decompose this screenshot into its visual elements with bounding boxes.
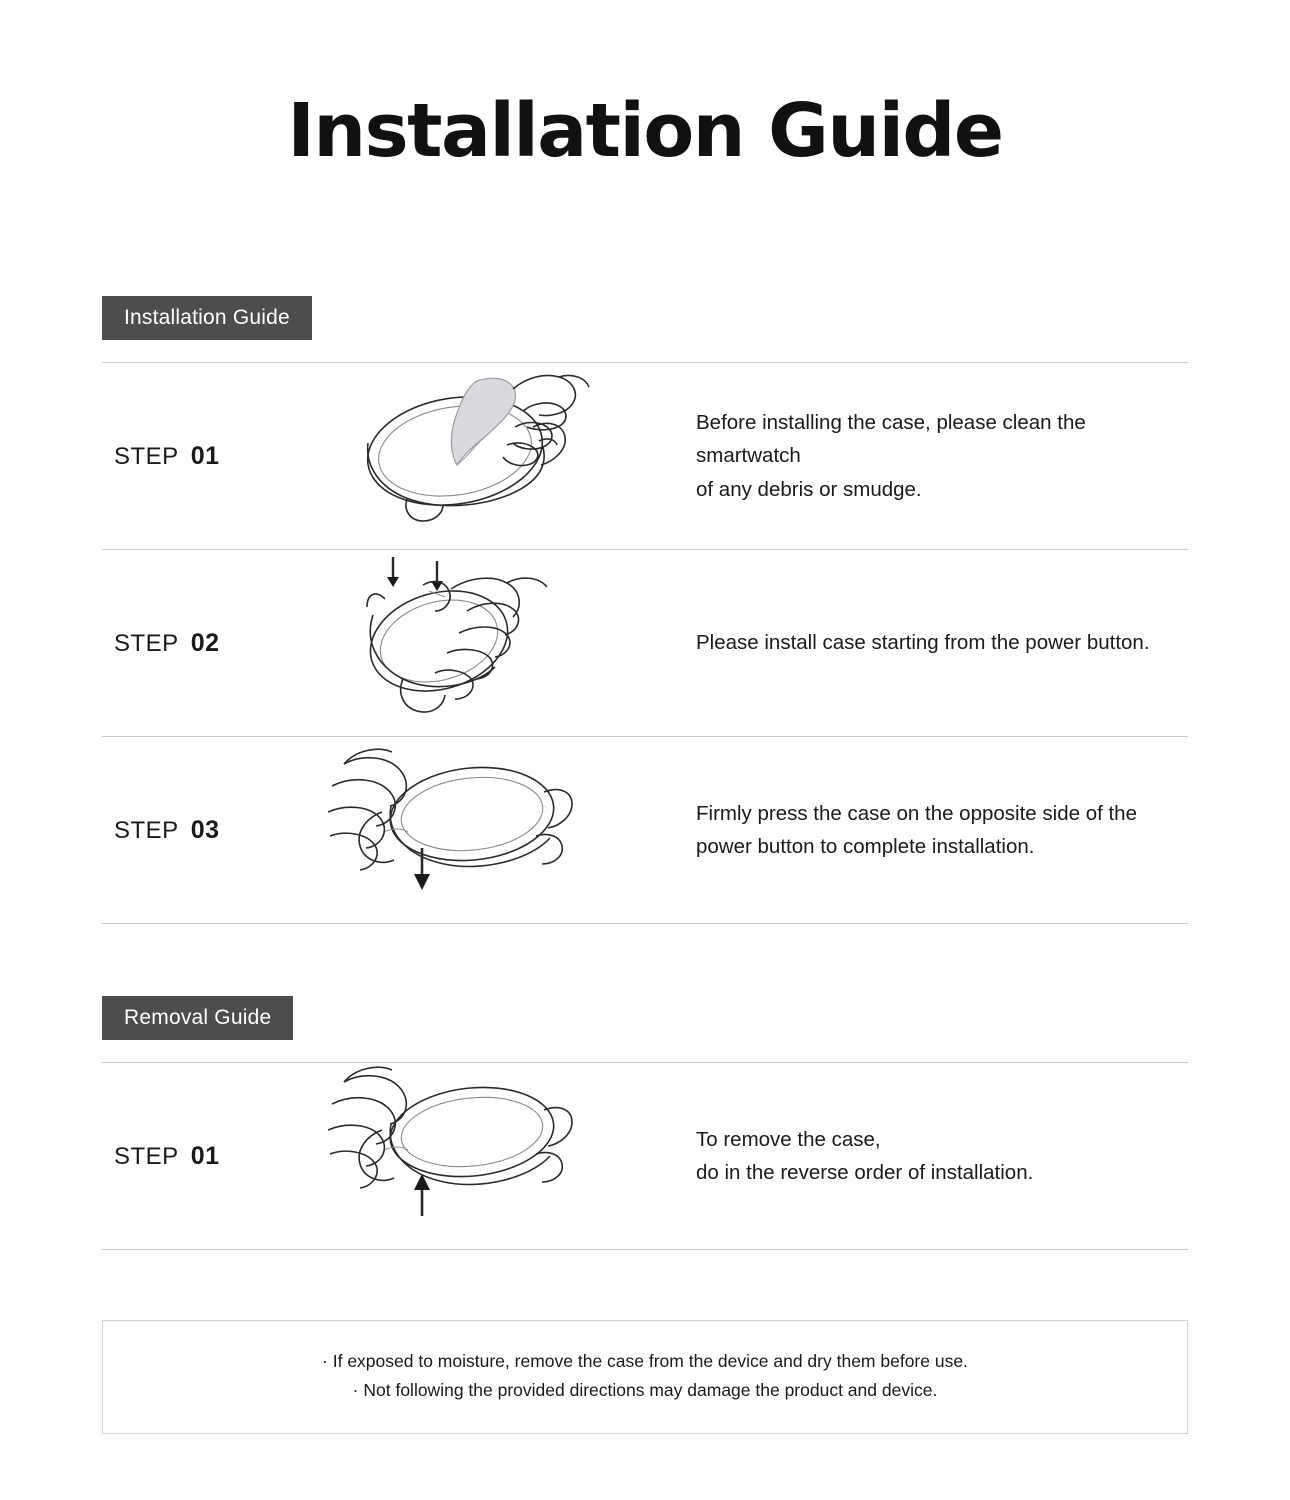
step-word: STEP (114, 629, 179, 657)
table-row (102, 550, 1188, 737)
step-description (652, 1123, 1188, 1189)
table-row (102, 737, 1188, 924)
note-line: · Not following the provided directions may damage the product and device. (352, 1379, 938, 1400)
step-description-line: of any debris or smudge. (696, 477, 922, 501)
step-description (652, 797, 1188, 863)
step-number: 01 (190, 1141, 220, 1170)
removal-steps-table (102, 1062, 1188, 1250)
step-description (652, 626, 1188, 659)
step-description (652, 406, 1188, 506)
step-description-line: To remove the case, (696, 1127, 881, 1151)
watch-clean-with-cloth-illustration (302, 363, 652, 549)
step-word: STEP (114, 1142, 179, 1170)
step-label (102, 629, 302, 658)
step-description-line: Firmly press the case on the opposite side of the (696, 801, 1137, 825)
table-row (102, 363, 1188, 550)
section-label-removal: Removal Guide (102, 996, 293, 1040)
step-number: 03 (190, 815, 220, 844)
down-arrow-icon (387, 557, 443, 591)
step-description-line: Before installing the case, please clean the smartwatch (696, 411, 1086, 468)
section-label-installation: Installation Guide (102, 296, 312, 340)
step-label (102, 442, 302, 471)
section-installation-guide-header (102, 296, 1290, 340)
step-number: 01 (190, 441, 220, 470)
step-word: STEP (114, 442, 179, 470)
note-line: · If exposed to moisture, remove the case from the device and dry them before use. (322, 1351, 968, 1371)
table-row (102, 1063, 1188, 1250)
footer-note-box (102, 1320, 1188, 1434)
step-label (102, 816, 302, 845)
watch-install-case-power-button-illustration (302, 550, 652, 736)
watch-remove-case-illustration (302, 1063, 652, 1249)
step-description-line: Please install case starting from the power button. (696, 631, 1150, 655)
step-description-line: do in the reverse order of installation. (696, 1161, 1034, 1184)
installation-steps-table (102, 362, 1188, 924)
section-removal-guide-header (102, 996, 1290, 1040)
step-word: STEP (114, 816, 179, 844)
step-label (102, 1142, 302, 1171)
step-number: 02 (190, 628, 220, 657)
page-title: Installation Guide (287, 88, 1003, 174)
step-description-line: power button to complete installation. (696, 835, 1035, 858)
up-arrow-icon (414, 1174, 430, 1216)
watch-press-case-opposite-side-illustration (302, 737, 652, 923)
